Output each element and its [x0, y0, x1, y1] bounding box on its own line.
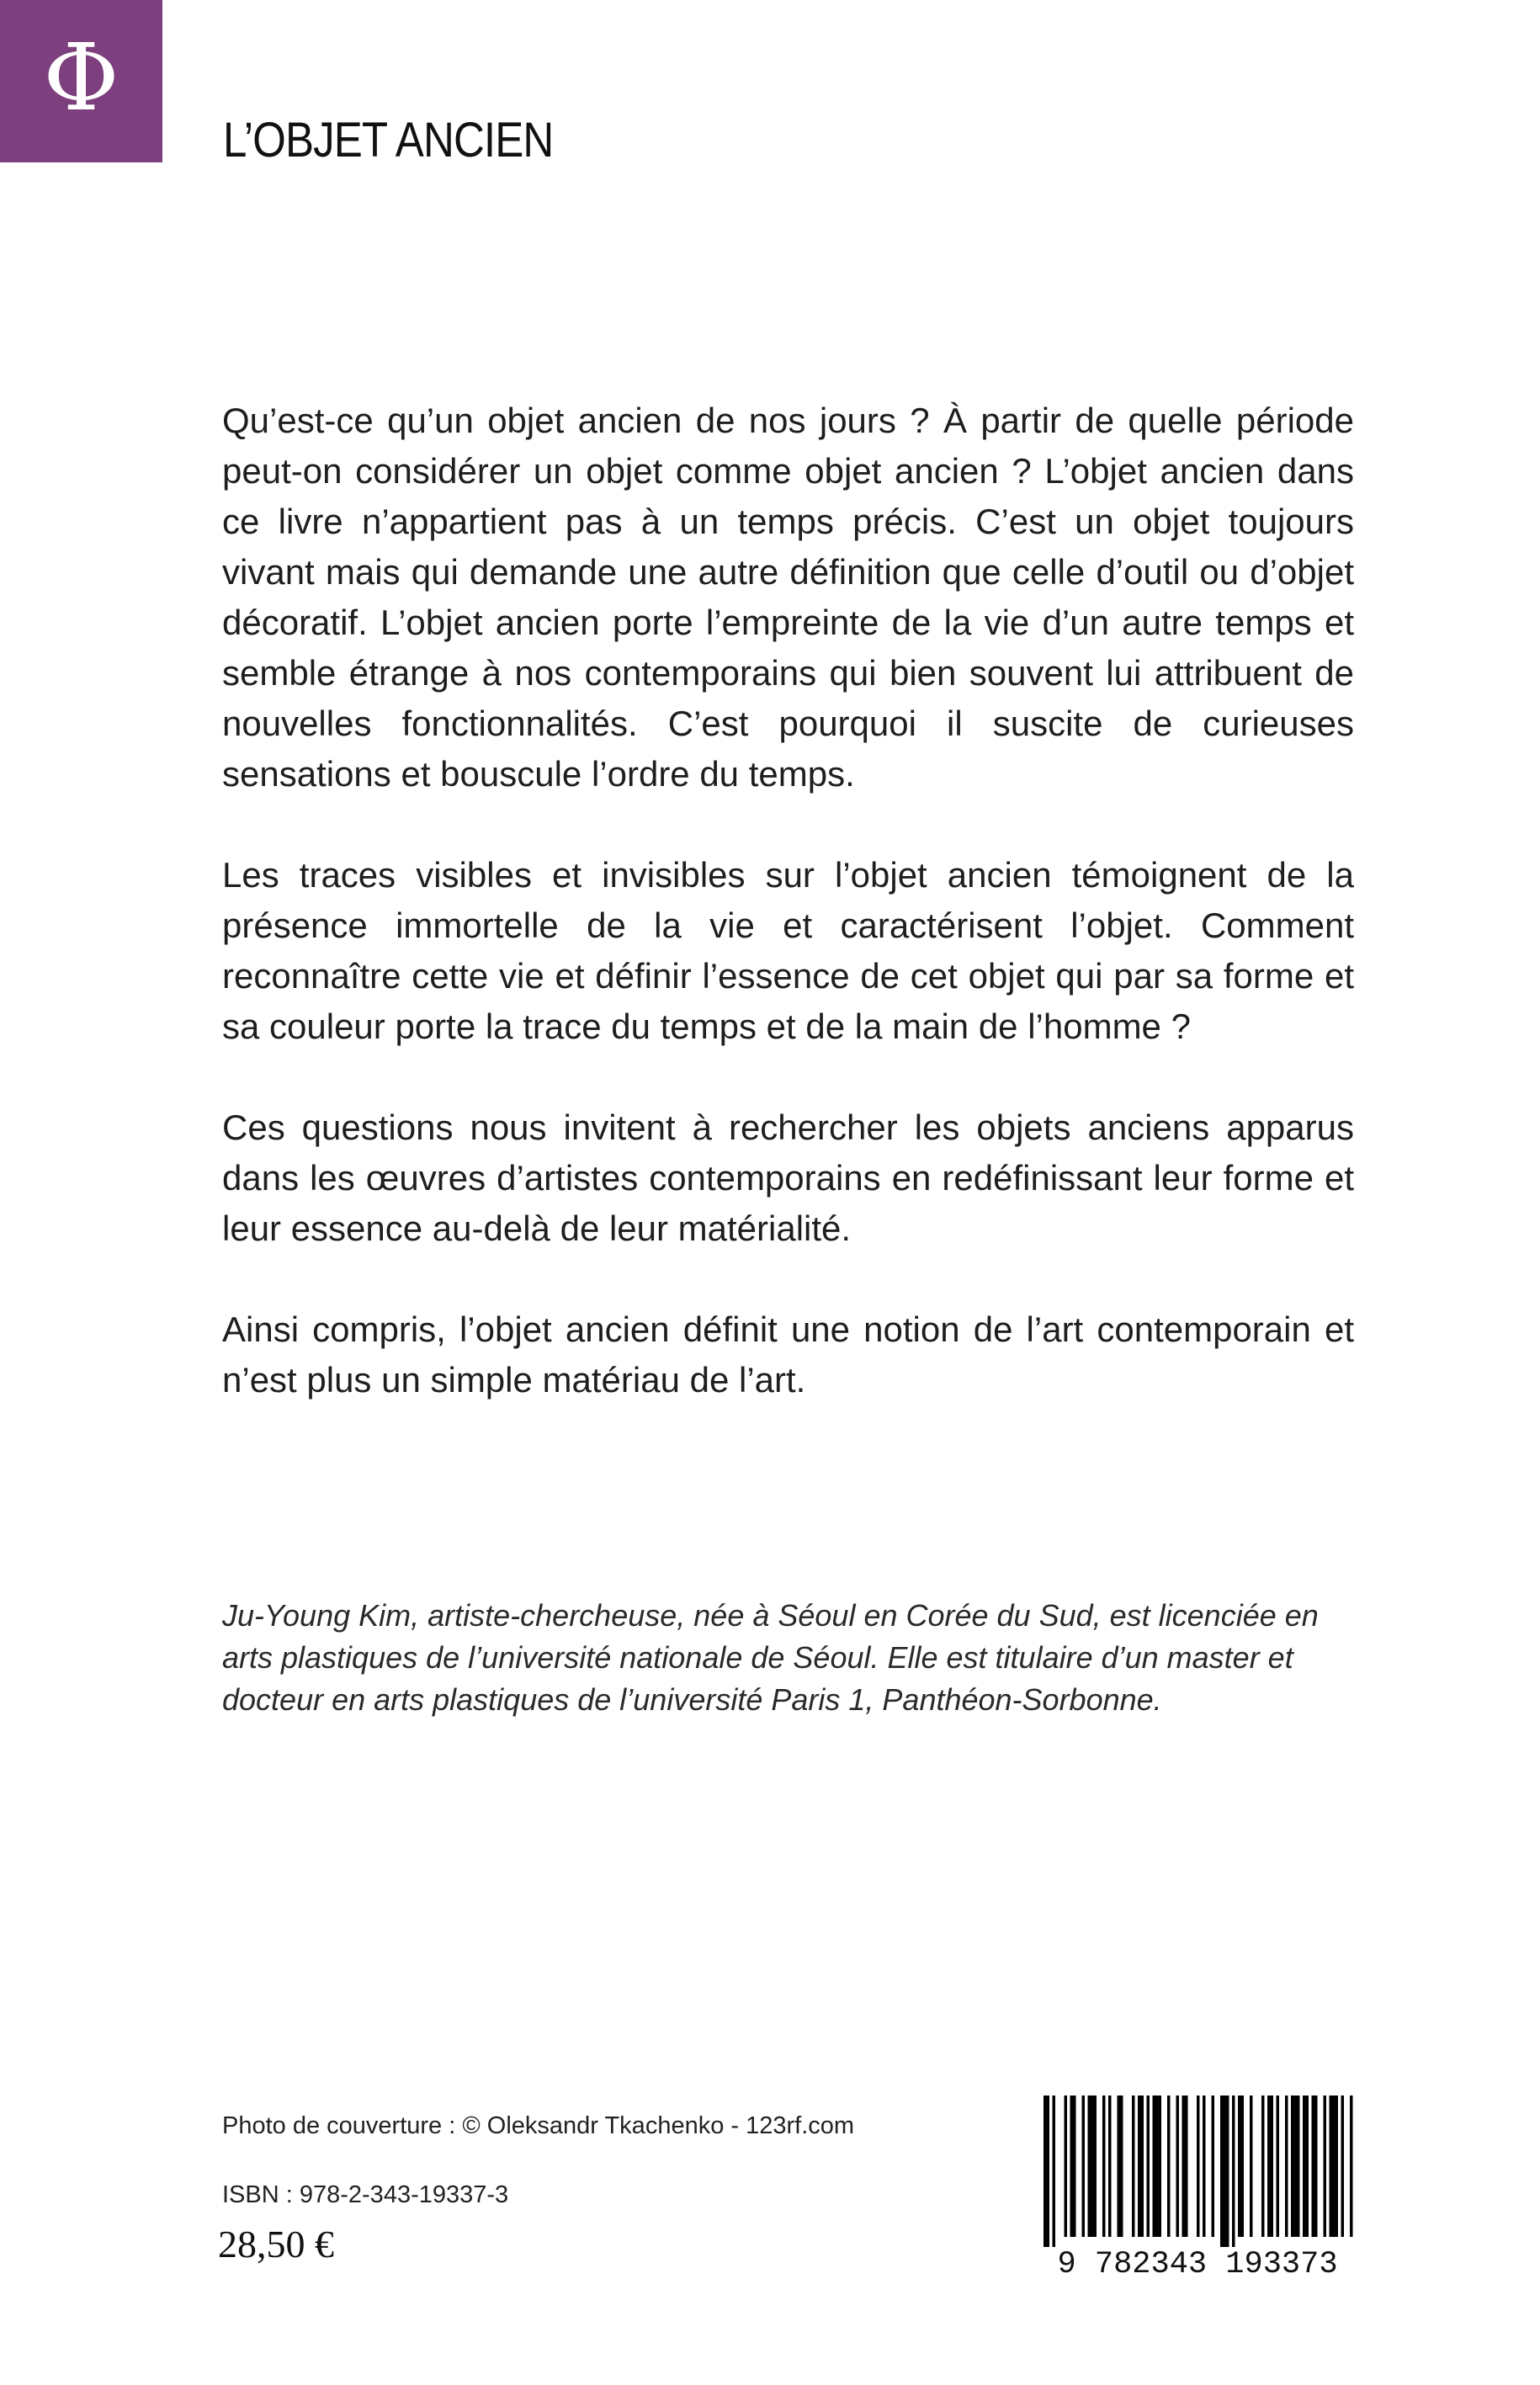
barcode-bar	[1203, 2096, 1206, 2237]
barcode-bar	[1312, 2096, 1318, 2237]
barcode-bar	[1147, 2096, 1150, 2237]
phi-logo-icon: Φ	[43, 23, 119, 131]
barcode-bar	[1108, 2096, 1112, 2237]
barcode-bar	[1267, 2096, 1273, 2237]
barcode-bar	[1277, 2096, 1280, 2237]
photo-credit: Photo de couverture : © Oleksandr Tkachenko - 123rf.com	[222, 2112, 855, 2139]
price: 28,50 €	[218, 2223, 334, 2265]
barcode-bar	[1070, 2096, 1076, 2237]
barcode-bar	[1065, 2096, 1068, 2237]
barcode-bar	[1182, 2096, 1188, 2237]
barcode-bar	[1341, 2096, 1345, 2237]
barcode-bar	[1167, 2096, 1171, 2237]
barcode-bar	[1330, 2096, 1339, 2237]
barcode-bar	[1232, 2096, 1235, 2247]
barcode-bar	[1082, 2096, 1086, 2237]
barcode-bar	[1303, 2096, 1309, 2237]
barcode-bar	[1138, 2096, 1144, 2237]
book-title: L’OBJET ANCIEN	[223, 113, 554, 167]
barcode-bar	[1261, 2096, 1265, 2237]
barcode-bar	[1250, 2096, 1253, 2237]
barcode-bar	[1212, 2096, 1215, 2237]
barcode-digits: 9 782343 193373	[1057, 2247, 1338, 2276]
author-name: Ju-Young Kim	[222, 1598, 412, 1633]
barcode-bar	[1132, 2096, 1135, 2237]
barcode-bar	[1285, 2096, 1288, 2237]
barcode-bar	[1153, 2096, 1162, 2237]
barcode-bar	[1043, 2096, 1049, 2247]
back-cover-description	[222, 396, 1354, 1456]
barcode-bar	[1088, 2096, 1097, 2237]
description-paragraph: Ainsi compris, l’objet ancien définit une notion de l’art contemporain et n’est plus un simple matériau de l’art.	[222, 1309, 1354, 1400]
barcode	[1033, 2096, 1362, 2276]
barcode-bar	[1291, 2096, 1300, 2237]
isbn: ISBN : 978-2-343-19337-3	[222, 2181, 509, 2208]
description-paragraph: Ces questions nous invitent à rechercher les objets anciens apparus dans les œuvres d’artistes contemporains en redéfinissant leur forme et leur essence au-delà de leur matérialité.	[222, 1108, 1354, 1248]
description-paragraph: Les traces visibles et invisibles sur l’objet ancien témoignent de la présence immortelle de la vie et caractérisent l’objet. Comment reconnaître cette vie et définir l’essence de cet objet qui par sa forme et sa couleur porte la trace du temps et de la main de l’homme ?	[222, 855, 1354, 1046]
barcode-bar	[1350, 2096, 1353, 2237]
barcode-bar	[1053, 2096, 1056, 2247]
barcode-bar	[1220, 2096, 1229, 2247]
publisher-logo	[0, 0, 162, 162]
barcode-bar	[1197, 2096, 1200, 2237]
barcode-bar	[1118, 2096, 1123, 2237]
author-bio-text: , artiste-chercheuse, née à Séoul en Corée du Sud, est licenciée en arts plastiques de l’université nationale de Séoul. Elle est titulaire d’un master et docteur en arts plastiques de l’université Paris 1, Panthéon-Sorbonne.	[222, 1598, 1319, 1717]
barcode-bar	[1324, 2096, 1327, 2237]
description-paragraph: Qu’est-ce qu’un objet ancien de nos jours ? À partir de quelle période peut-on considérer un objet comme objet ancien ? L’objet ancien dans ce livre n’appartient pas à un temps précis. C’est un objet toujours vivant mais qui demande une autre définition que celle d’outil ou d’objet décoratif. L’objet ancien porte l’empreinte de la vie d’un autre temps et semble étrange à nos contemporains qui bien souvent lui attribuent de nouvelles fonctionnalités. C’est pourquoi il suscite de curieuses sensations et bouscule l’ordre du temps.	[222, 401, 1354, 794]
barcode-bar	[1238, 2096, 1244, 2237]
barcode-bar	[1102, 2096, 1106, 2237]
author-biography	[222, 1595, 1354, 1721]
barcode-bars	[1043, 2096, 1353, 2247]
barcode-bar	[1176, 2096, 1180, 2237]
